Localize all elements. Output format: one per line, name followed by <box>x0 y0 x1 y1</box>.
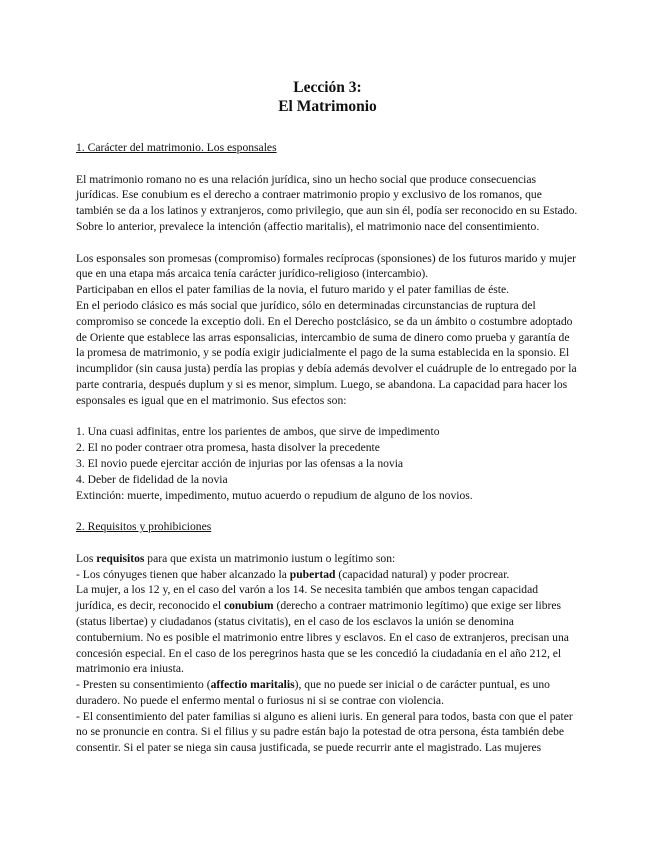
paragraph-matrimonio-romano: El matrimonio romano no es una relación jurídica, sino un hecho social que produce consecuencias jurídicas. Ese conubium es el derecho a contraer matrimonio propio y exclusivo de los romanos, que también se da a los latinos y extranjeros, como privilegio, que aun sin él, podía ser reconocido en su Estado. Sobre lo anterior, prevalece la intención (affectio maritalis), el matrimonio nace del consentimiento. <box>76 172 578 233</box>
section-heading-caracter: 1. Carácter del matrimonio. Los esponsales <box>76 141 277 154</box>
paragraph-pubertad: - Los cónyuges tienen que haber alcanzado la pubertad (capacidad natural) y poder procrear. <box>76 567 510 581</box>
bold-conubium: conubium <box>223 599 274 613</box>
list-item-efecto-3: 3. El novio puede ejercitar acción de injurias por las ofensas a la novia <box>76 456 404 470</box>
bold-requisitos: requisitos <box>96 551 145 565</box>
paragraph-conubium: La mujer, a los 12 y, en el caso del varón a los 14. Se necesita también que ambos tengan capacidad jurídica, es decir, reconocido el conubium (derecho a contraer matrimonio legítimo) que exige ser libres (status libertae) y ciudadanos (status civitatis), en el caso de los esclavos la unión se denomina contubernium. No es posible el matrimonio entre libres y esclavos. En el caso de extranjeros, precisan una concesión especial. En el caso de los peregrinos hasta que se les concedió la ciudadanía en el año 212, el matrimonio era iniusta. <box>76 583 569 676</box>
lesson-number: Lección 3: <box>293 79 362 96</box>
paragraph-participaban: Participaban en ellos el pater familias de la novia, el futuro marido y el pater familias de éste. <box>76 283 509 297</box>
paragraph-esponsales: Los esponsales son promesas (compromiso) formales recíprocas (sponsiones) de los futuros marido y mujer que en una etapa más arcaica tenía carácter jurídico-religioso (intercambio). <box>76 251 577 281</box>
lesson-title: El Matrimonio <box>278 98 377 115</box>
paragraph-pater-familias: - El consentimiento del pater familias si alguno es alieni iuris. En general para todos, basta con que el pater no se pronuncie en contra. Si el filius y su padre están bajo la potestad de otra persona, ésta también debe consentir. Si el pater se niega sin causa justificada, se puede recurrir ante el magistrado. Las mujeres <box>76 709 573 755</box>
paragraph-extincion: Extinción: muerte, impedimento, mutuo acuerdo o repudium de alguno de los novios. <box>76 488 473 502</box>
paragraph-periodo-clasico: En el periodo clásico es más social que jurídico, sólo en determinadas circunstancias de ruptura del compromiso se concede la exceptio doli. En el Derecho postclásico, se da un ámbito o costumbre adoptado de Oriente que establece las arras esponsalicias, intercambio de suma de dinero como prueba y garantía de la promesa de matrimonio, y se podía exigir judicialmente el pago de la suma establecida en la sponsio. El incumplidor (sin causa justa) perdía las propias y debía además devolver el cuádruple de lo entregado por la parte contraria, después duplum y si es menor, simplum. Luego, se abandona. La capacidad para hacer los esponsales es igual que en el matrimonio. Sus efectos son: <box>76 298 577 407</box>
list-item-efecto-4: 4. Deber de fidelidad de la novia <box>76 472 228 486</box>
paragraph-requisitos-intro: Los requisitos para que exista un matrimonio iustum o legítimo son: <box>76 551 396 565</box>
section-heading-requisitos: 2. Requisitos y prohibiciones <box>76 520 212 534</box>
list-item-efecto-2: 2. El no poder contraer otra promesa, hasta disolver la precedente <box>76 441 380 455</box>
paragraph-consentimiento: - Presten su consentimiento (affectio maritalis), que no puede ser inicial o de carácter puntual, es uno duradero. No puede el enfermo mental o furiosus ni si se contrae con violencia. <box>76 678 550 707</box>
list-item-efecto-1: 1. Una cuasi adfinitas, entre los parientes de ambos, que sirve de impedimento <box>76 425 440 439</box>
bold-pubertad: pubertad <box>289 567 336 581</box>
document-title <box>0 78 655 116</box>
bold-affectio-maritalis: affectio maritalis <box>210 678 295 692</box>
document-body <box>76 140 579 756</box>
